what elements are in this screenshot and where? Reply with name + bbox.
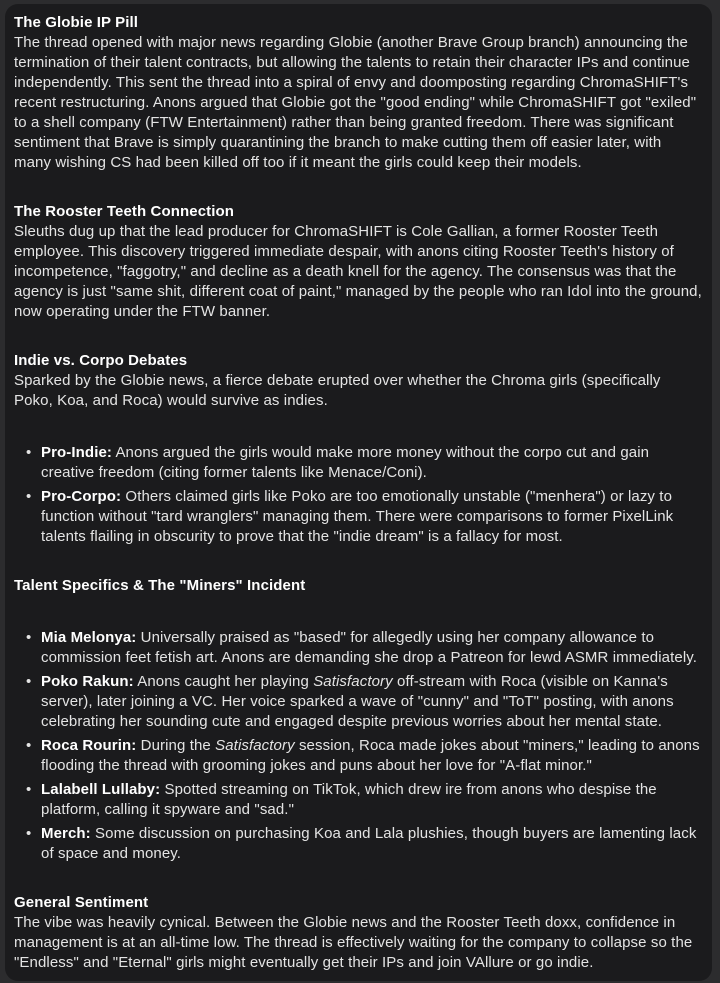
section-heading: The Rooster Teeth Connection [14, 203, 235, 220]
section-heading: Indie vs. Corpo Debates [14, 352, 188, 369]
list-item [14, 443, 702, 483]
bullet-list [14, 628, 702, 864]
text-segment: Others claimed girls like Poko are too emotionally unstable ("menhera") or lazy to function without "tard wranglers" managing them. There were comparisons to former PixelLink talents flailing in obscurity to prove that the "indie dream" is a fallacy for most. [41, 488, 674, 545]
text-segment: Satisfactory [313, 673, 393, 690]
text-segment: Anons caught her playing [133, 673, 314, 690]
section-heading: The Globie IP Pill [14, 14, 139, 31]
text-segment: Satisfactory [215, 737, 295, 754]
text-segment: During the [136, 737, 216, 754]
text-segment: Universally praised as "based" for allegedly using her company allowance to commission feet fetish art. Anons are demanding she drop a Patreon for lewd ASMR immediately. [41, 629, 698, 666]
section [14, 13, 702, 173]
text-segment: Pro-Corpo: [41, 488, 122, 505]
text-segment: Mia Melonya: [41, 629, 137, 646]
list-item [14, 672, 702, 732]
text-segment: off-stream with Roca (visible on Kanna's server), later joining a VC. Her voice sparked a wave of "cunny" and "ToT" posting, with anons celebrating her sounding cute and engaged despite previous worries about her mental state. [41, 673, 674, 730]
section-paragraph [14, 33, 702, 173]
section [14, 351, 702, 547]
text-segment: Pro-Indie: [41, 444, 112, 461]
text-segment: Anons argued the girls would make more money without the corpo cut and gain creative freedom (citing former talents like Menace/Coni). [41, 444, 650, 481]
section [14, 576, 702, 864]
text-segment: Some discussion on purchasing Koa and Lala plushies, though buyers are lamenting lack of space and money. [41, 825, 697, 862]
text-segment: Sleuths dug up that the lead producer for ChromaSHIFT is Cole Gallian, a former Rooster Teeth employee. This discovery triggered immediate despair, with anons citing Rooster Teeth's history of incompetence, "faggotry," and decline as a death knell for the agency. The consensus was that the agency is just "same shit, different coat of paint," managed by the people who ran Idol into the ground, now operating under the FTW banner. [14, 223, 702, 320]
content [14, 13, 702, 973]
section-paragraph [14, 371, 702, 411]
text-segment: Poko Rakun: [41, 673, 134, 690]
list-item [14, 736, 702, 776]
text-segment: Spotted streaming on TikTok, which drew ire from anons who despise the platform, calling it spyware and "sad." [41, 781, 657, 818]
text-segment: session, Roca made jokes about "miners," leading to anons flooding the thread with grooming jokes and puns about her love for "A-flat minor." [41, 737, 700, 774]
text-segment: Lalabell Lullaby: [41, 781, 161, 798]
section-heading: Talent Specifics & The "Miners" Incident [14, 577, 306, 594]
list-item [14, 487, 702, 547]
text-segment: Merch: [41, 825, 91, 842]
list-item [14, 780, 702, 820]
bullet-list [14, 443, 702, 547]
text-segment: Sparked by the Globie news, a fierce debate erupted over whether the Chroma girls (specifically Poko, Koa, and Roca) would survive as indies. [14, 372, 661, 409]
section-heading: General Sentiment [14, 894, 149, 911]
summary-panel [5, 4, 712, 981]
text-segment: Roca Rourin: [41, 737, 137, 754]
section [14, 893, 702, 973]
text-segment: The vibe was heavily cynical. Between the Globie news and the Rooster Teeth doxx, confidence in management is at an all-time low. The thread is effectively waiting for the company to collapse so the "Endless" and "Eternal" girls might eventually get their IPs and join VAllure or go indie. [14, 914, 693, 971]
list-item [14, 824, 702, 864]
section-paragraph [14, 222, 702, 322]
section-paragraph [14, 913, 702, 973]
section [14, 202, 702, 322]
list-item [14, 628, 702, 668]
text-segment: The thread opened with major news regarding Globie (another Brave Group branch) announcing the termination of their talent contracts, but allowing the talents to retain their character IPs and continue independently. This sent the thread into a spiral of envy and doomposting regarding ChromaSHIFT's recent restructuring. Anons argued that Globie got the "good ending" while ChromaSHIFT got "exiled" to a shell company (FTW Entertainment) rather than being granted freedom. There was significant sentiment that Brave is simply quarantining the branch to make cutting them off easier later, with many wishing CS had been killed off too if it meant the girls could keep their models. [14, 34, 697, 171]
